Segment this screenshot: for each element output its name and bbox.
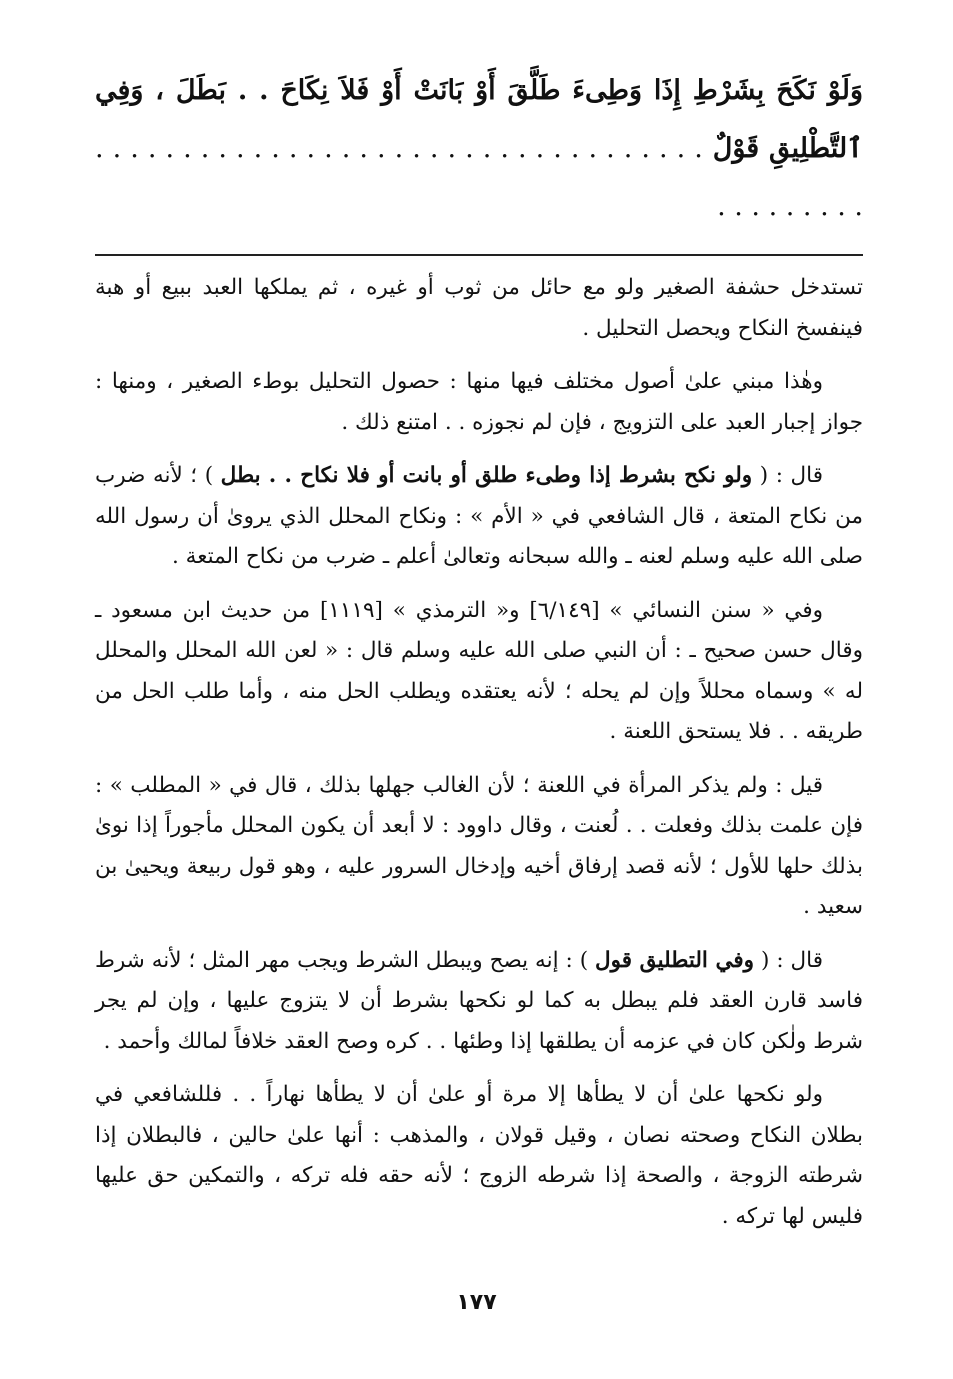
paragraph-5: قيل : ولم يذكر المرأة في اللعنة ؛ لأن الغالب جهلها بذلك ، قال في « المطلب » : فإن علمت بذلك وفعلت . . لُعنت ، وقال داوود : لا أبعد أن يكون المحلل مأجوراً إذا نوىٰ بذلك حلها للأول ؛ لأنه قصد إرفاق أخيه وإدخال السرور عليه ، وهو قول ربيعة ويحيىٰ بن سعيد . bbox=[95, 772, 863, 919]
quote-open: قال : ( bbox=[752, 463, 823, 488]
paragraph-6-rest: ) : إنه يصح ويبطل الشرط ويجب مهر المثل ؛ لأنه شرط فاسد قارن العقد فلم يبطل به كما لو نكحها بشرط أن لا يتزوج عليها ، وإن لم يجر شرط ولٰكن كان في عزمه أن يطلقها إذا وطئها . . كره وصح العقد خلافاً لمالك وأحمد . bbox=[95, 947, 863, 1054]
commentary bbox=[95, 268, 863, 1237]
paragraph-3 bbox=[95, 456, 863, 578]
paragraph-2: وهٰذا مبني علىٰ أصول مختلف فيها منها : حصول التحليل بوطء الصغير ، ومنها : جواز إجبار العبد على التزويج ، فإن لم نجوزه . . امتنع ذلك . bbox=[95, 369, 863, 435]
matn-line: وَلَوْ نَكَحَ بِشَرْطِ إِذَا وَطِىءَ طَلَّقَ أَوْ بَانَتْ أَوْ فَلاَ نِكَاحَ . . بَطَلَ ، وَفِي ٱلتَّطْلِيقِ قَوْلٌ bbox=[95, 75, 863, 164]
paragraph-4: وفي « سنن النسائي » [٦/١٤٩] و« الترمذي » [١١١٩] من حديث ابن مسعود ـ وقال حسن صحيح ـ : أن النبي صلى الله عليه وسلم قال : « لعن الله المحلل والمحلل له » وسماه محللاً وإن لم يحله ؛ لأنه يعتقده ويطلب الحل منه ، وأما طلب الحل من طريقه . . فلا يستحق اللعنة . bbox=[95, 597, 863, 744]
paragraph-6 bbox=[95, 941, 863, 1063]
quote-open: قال : ( bbox=[754, 947, 823, 973]
matn-dots: . . . . . . . . . . . . . . . . . . . . . . . . . . . . . . . . . . . . . . . . . . . . bbox=[95, 133, 863, 222]
quoted-matn: ولو نكح بشرط إذا وطىء طلق أو بانت أو فلا نكاح . . بطل bbox=[220, 463, 753, 488]
paragraph-7: ولو نكحها علىٰ أن لا يطأها إلا مرة أو علىٰ أن لا يطأها نهاراً . . فللشافعي في بطلان النكاح وصحته نصان ، وقيل قولان ، والمذهب : أنها علىٰ حالين ، فالبطلان إذا شرطته الزوجة ، والصحة إذا شرطه الزوج ؛ لأنه حقه فله تركه ، والتمكين حق عليها فليس لها تركه . bbox=[95, 1082, 863, 1229]
page-number: ١٧٧ bbox=[456, 1290, 497, 1315]
paragraph-3-rest: ) ؛ لأنه ضرب من نكاح المتعة ، قال الشافعي في « الأم » : ونكاح المحلل الذي يروىٰ أن رسول الله صلى الله عليه وسلم لعنه ـ والله سبحانه وتعالىٰ أعلم ـ ضرب من نكاح المتعة . bbox=[95, 463, 863, 569]
separator-rule bbox=[95, 254, 863, 256]
paragraph-1: تستدخل حشفة الصغير ولو مع حائل من ثوب أو غيره ، ثم يملكها العبد ببيع أو هبة فينفسخ النكاح ويحصل التحليل . bbox=[95, 275, 863, 341]
matn-text bbox=[95, 62, 863, 236]
quoted-matn: وفي التطليق قول bbox=[595, 947, 755, 973]
page-body bbox=[95, 62, 863, 1250]
